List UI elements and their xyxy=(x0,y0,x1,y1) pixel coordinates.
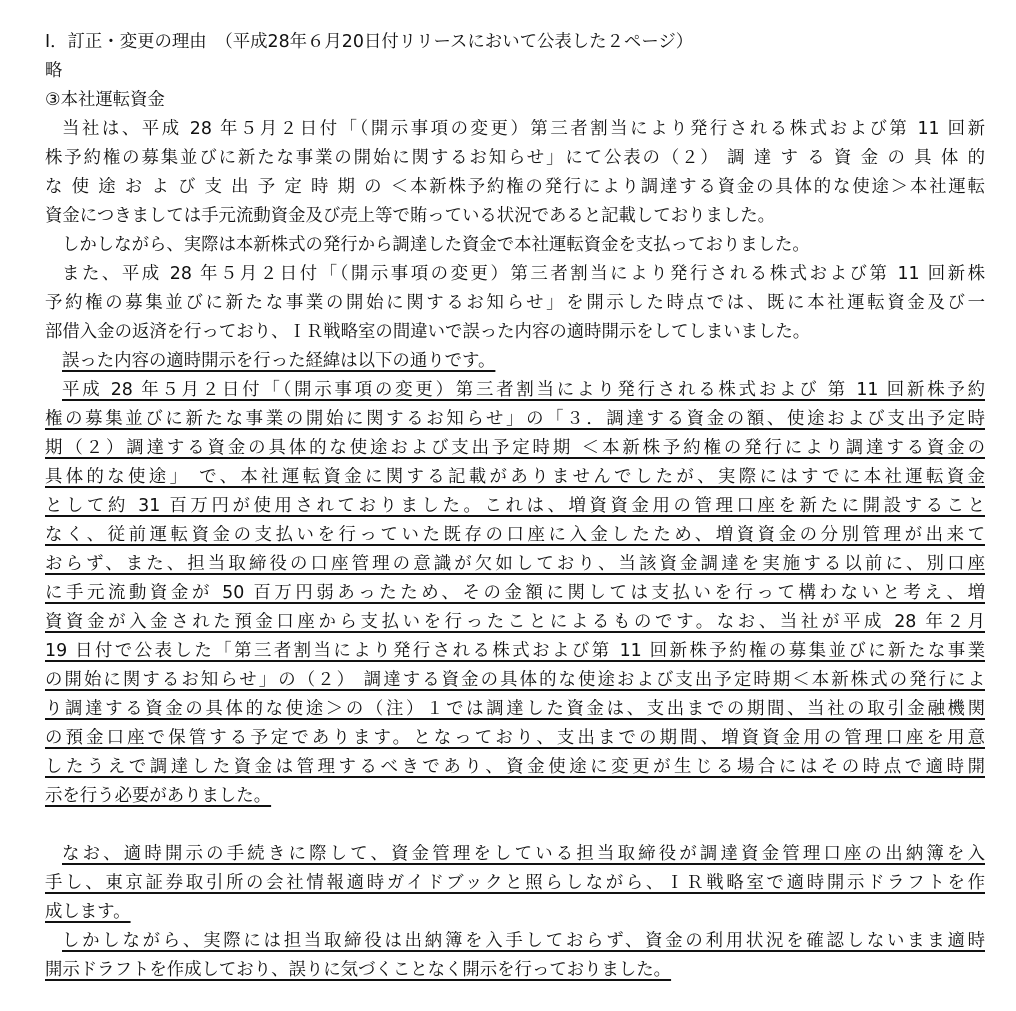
correction-reason-heading: Ⅰ．訂正・変更の理由 （平成28年６月20日付リリースにおいて公表した２ページ） xyxy=(45,32,694,52)
underlined-text: しかしながら、実際には担当取締役は出納簿を入手しておらず、資金の利用状況を確認しないまま適時 xyxy=(62,931,985,951)
underlined-text: に手元流動資金が 50 百万円弱あったため、その金額に関しては支払いを行って構わないと考え、増 xyxy=(45,583,985,603)
underlined-text: 具体的な使途」 で、本社運転資金に関する記載がありませんでしたが、実際にはすでに本社運転資金 xyxy=(45,467,985,487)
underlined-line-2 xyxy=(62,376,985,405)
underlined-line-20 xyxy=(62,927,985,956)
underlined-line-17 xyxy=(62,840,985,869)
body-line-7: 予約権の募集並びに新たな事業の開始に関するお知らせ」を開示した時点では、既に本社運転資金及び一 xyxy=(45,293,985,313)
underlined-line-15 xyxy=(45,753,985,782)
underlined-text: 示を行う必要がありました。 xyxy=(45,786,272,806)
underlined-line-18 xyxy=(45,869,985,898)
body-line-8: 部借入金の返済を行っており、ＩＲ戦略室の間違いで誤った内容の適時開示をしてしまいました。 xyxy=(45,322,811,342)
underlined-text: 平成 28 年５月２日付「（開示事項の変更）第三者割当により発行される株式および 第 11 回新株予約 xyxy=(62,380,985,400)
underlined-text: 開示ドラフトを作成しており、誤りに気づくことなく開示を行っておりました。 xyxy=(45,960,672,980)
underlined-text: 権の募集並びに新たな事業の開始に関するお知らせ」の「３．調達する資金の額、使途および支出予定時 xyxy=(45,409,985,429)
underlined-line-13 xyxy=(45,695,985,724)
underlined-text: なく、従前運転資金の支払いを行っていた既存の口座に入金したため、増資資金の分別管理が出来て xyxy=(45,525,985,545)
underlined-text: 誤った内容の適時開示を行った経緯は以下の通りです。 xyxy=(62,351,496,371)
underlined-line-3 xyxy=(45,405,985,434)
underlined-line-12 xyxy=(45,666,985,695)
omitted-note: 略 xyxy=(45,61,63,81)
underlined-line-4 xyxy=(45,434,985,463)
body-line-6: また、平成 28 年５月２日付「（開示事項の変更）第三者割当により発行される株式および第 11 回新株 xyxy=(62,264,985,284)
underlined-text: 期（２）調達する資金の具体的な使途および支出予定時期 ＜本新株予約権の発行により調達する資金の xyxy=(45,438,985,458)
underlined-line-6 xyxy=(45,492,985,521)
underlined-line-11 xyxy=(45,637,985,666)
underlined-line-16 xyxy=(45,782,985,811)
underlined-line-9 xyxy=(45,579,985,608)
underlined-line-5 xyxy=(45,463,985,492)
underlined-text: 手し、東京証券取引所の会社情報適時ガイドブックと照らしながら、ＩＲ戦略室で適時開示ドラフトを作 xyxy=(45,873,985,893)
underlined-line-1 xyxy=(62,347,985,376)
body-line-5: しかしながら、実際は本新株式の発行から調達した資金で本社運転資金を支払っておりました。 xyxy=(62,235,810,255)
body-line-4: 資金につきましては手元流動資金及び売上等で賄っている状況であると記載しておりました。 xyxy=(45,206,776,226)
underlined-text: なお、適時開示の手続きに際して、資金管理をしている担当取締役が調達資金管理口座の出納簿を入 xyxy=(62,844,985,864)
body-line-2: 株予約権の募集並びに新たな事業の開始に関するお知らせ」にて公表の（２） 調 達 す る 資 金 の 具 体 的 xyxy=(45,148,985,168)
body-line-1: 当社は、平成 28 年５月２日付「（開示事項の変更）第三者割当により発行される株式および第 11 回新 xyxy=(62,119,985,139)
section-title: ③本社運転資金 xyxy=(45,90,165,110)
underlined-text: として約 31 百万円が使用されておりました。これは、増資資金用の管理口座を新たに開設すること xyxy=(45,496,985,516)
underlined-text: おらず、また、担当取締役の口座管理の意識が欠如しており、当該資金調達を実施する以前に、別口座 xyxy=(45,554,985,574)
underlined-text: 成します。 xyxy=(45,902,131,922)
underlined-line-21 xyxy=(45,956,985,985)
underlined-line-10 xyxy=(45,608,985,637)
underlined-text: 資資金が入金された預金口座から支払いを行ったことによるものです。なお、当社が平成 28 年２月 xyxy=(45,612,985,632)
underlined-text: の預金口座で保管する予定であります。となっており、支出までの期間、増資資金用の管理口座を用意 xyxy=(45,728,985,748)
underlined-line-7 xyxy=(45,521,985,550)
underlined-text: 19 日付で公表した「第三者割当により発行される株式および第 11 回新株予約権の募集並びに新たな事業 xyxy=(45,641,985,661)
body-line-3: な 使 途 お よ び 支 出 予 定 時 期 の ＜本新株予約権の発行により調達する資金の具体的な使途＞本社運転 xyxy=(45,177,985,197)
underlined-text: したうえで調達した資金は管理するべきであり、資金使途に変更が生じる場合にはその時点で適時開 xyxy=(45,757,985,777)
underlined-line-14 xyxy=(45,724,985,753)
underlined-line-8 xyxy=(45,550,985,579)
underlined-text: の開始に関するお知らせ」の（２） 調達する資金の具体的な使途および支出予定時期＜本新株式の発行によ xyxy=(45,670,985,690)
underlined-line-19 xyxy=(45,898,985,927)
underlined-text: り調達する資金の具体的な使途＞の（注）１では調達した資金は、支出までの期間、当社の取引金融機関 xyxy=(45,699,985,719)
